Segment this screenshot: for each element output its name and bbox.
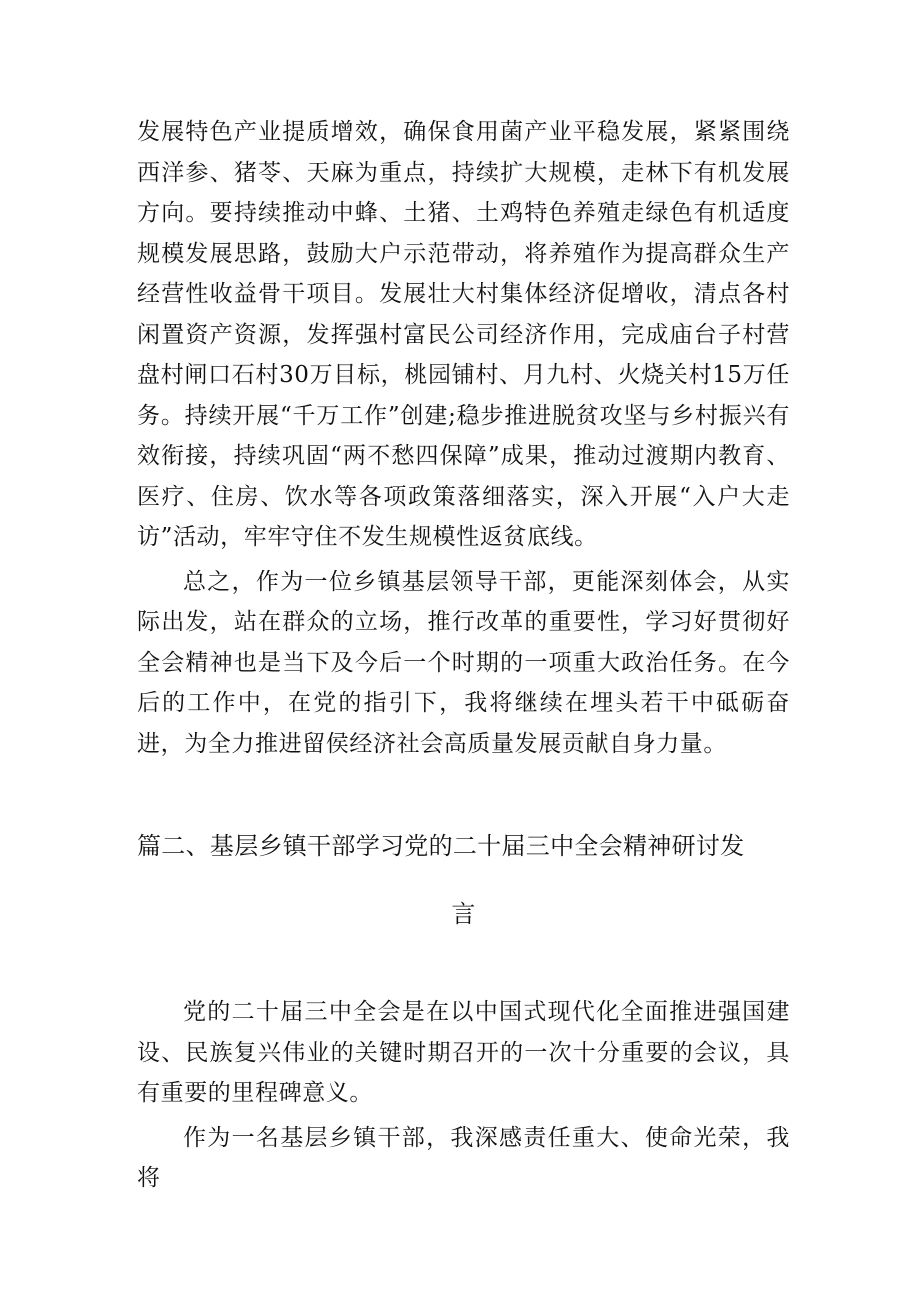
paragraph-plenary-intro: 党的二十届三中全会是在以中国式现代化全面推进强国建设、民族复兴伟业的关键时期召开的一次十分重要的会议，具有重要的里程碑意义。: [137, 999, 790, 1106]
section-heading-main: 篇二、基层乡镇干部学习党的二十届三中全会精神研讨发: [137, 832, 745, 860]
paragraph-industry-development: 发展特色产业提质增效，确保食用菌产业平稳发展，紧紧围绕西洋参、猪苓、天麻为重点，持续扩大规模，走林下有机发展方向。要持续推动中蜂、土猪、土鸡特色养殖走绿色有机适度规模发展思路，鼓励大户示范带动，将养殖作为提高群众生产经营性收益骨干项目。发展壮大村集体经济促增收，清点各村闲置资产资源，发挥强村富民公司经济作用，完成庙台子村营盘村闸口石村30万目标，桃园铺村、月九村、火烧关村15万任务。持续开展“千万工作”创建;稳步推进脱贫攻坚与乡村振兴有效衔接，持续巩固“两不愁四保障”成果，推动过渡期内教育、医疗、住房、饮水等各项政策落细落实，深入开展“入户大走访”活动，牢牢守住不发生规模性返贫底线。: [137, 119, 790, 550]
heading-spacer: [137, 948, 790, 992]
section-spacer: [137, 764, 790, 812]
section-heading: [137, 812, 790, 948]
paragraph-cadre-responsibility: 作为一名基层乡镇干部，我深感责任重大、使命光荣，我将: [137, 1124, 790, 1191]
document-body: [137, 112, 790, 1199]
section-heading-tail: 言: [451, 900, 476, 928]
paragraph-conclusion: 总之，作为一位乡镇基层领导干部，更能深刻体会，从实际出发，站在群众的立场，推行改革的重要性，学习好贯彻好全会精神也是当下及今后一个时期的一项重大政治任务。在今后的工作中，在党的指引下，我将继续在埋头若干中砥砺奋进，为全力推进留侯经济社会高质量发展贡献自身力量。: [137, 568, 790, 757]
